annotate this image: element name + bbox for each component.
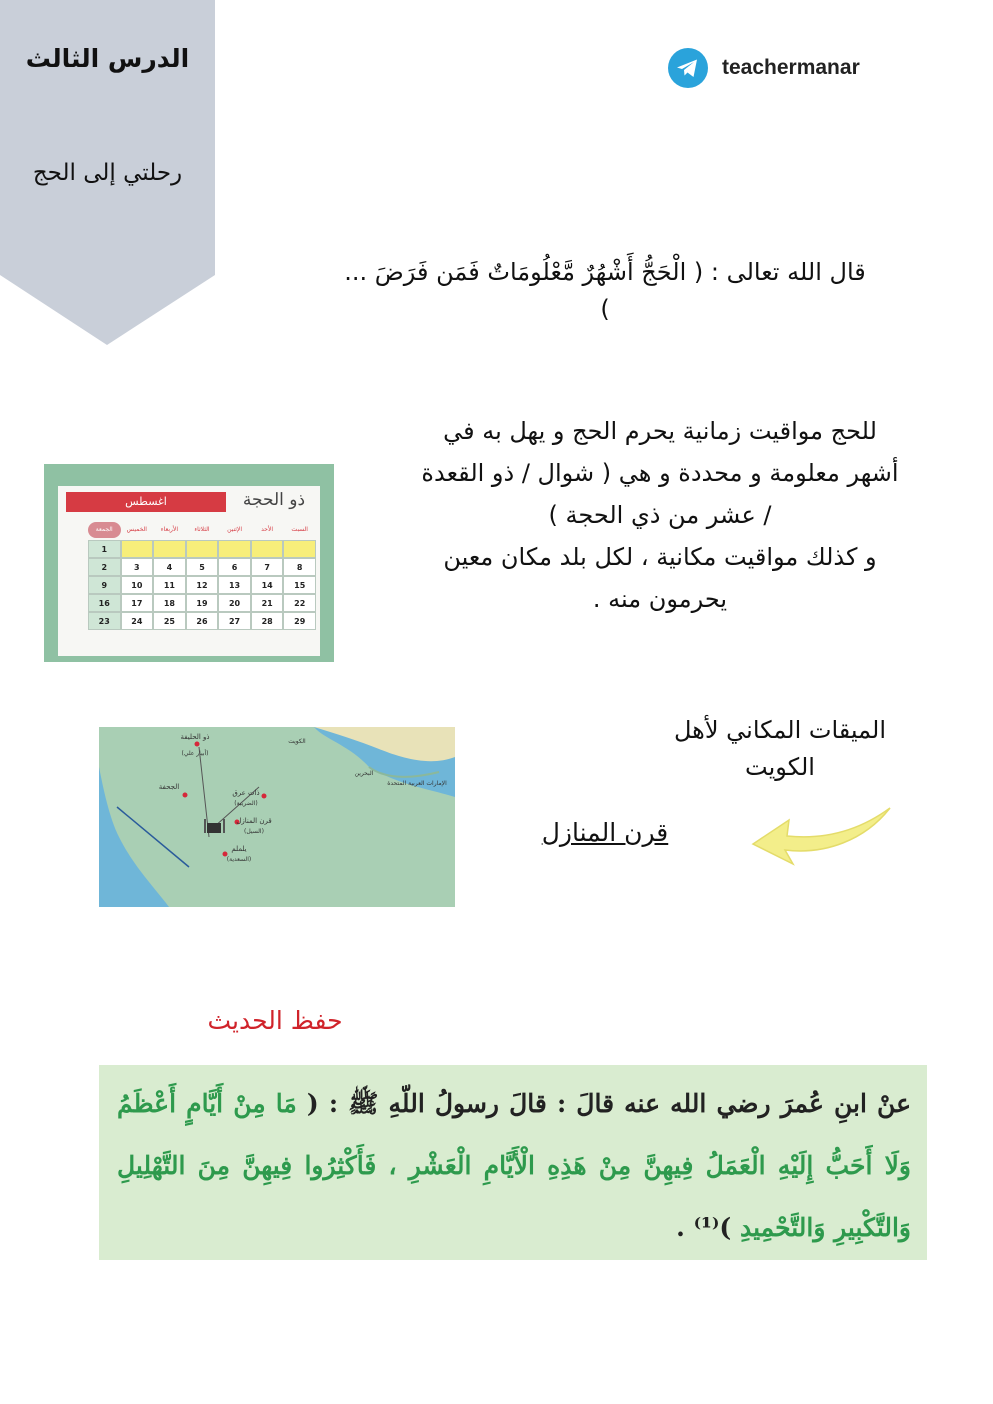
calendar-day-cell: 29 — [283, 612, 316, 630]
map-label: البحرين — [354, 770, 374, 777]
calendar-day-cell: 8 — [283, 558, 316, 576]
time-miqat-paragraph — [360, 410, 960, 620]
calendar-day-header: الجمعة — [88, 522, 121, 538]
calendar-day-cell: 1 — [88, 540, 121, 558]
map-label: الجحفة — [158, 783, 180, 791]
calendar-day-cell: 17 — [121, 594, 154, 612]
map-label: (أبيار علي) — [181, 750, 209, 757]
calendar-day-cell — [153, 540, 186, 558]
calendar-day-cell: 15 — [283, 576, 316, 594]
saudi-miqat-map — [99, 727, 455, 907]
miqat-answer: قرن المنازل — [541, 818, 669, 847]
calendar-day-cell — [121, 540, 154, 558]
calendar-day-cell: 3 — [121, 558, 154, 576]
map-label: (الضريبة) — [234, 800, 258, 807]
calendar-day-cell: 7 — [251, 558, 284, 576]
calendar-day-cell: 20 — [218, 594, 251, 612]
calendar-day-cell: 9 — [88, 576, 121, 594]
calendar-week-row — [88, 594, 316, 612]
calendar-week-row — [88, 576, 316, 594]
hadith-text — [117, 1073, 911, 1259]
map-label: (السيل) — [244, 828, 264, 835]
map-label: (السعدية) — [226, 856, 252, 863]
map-label: قرن المنازل — [236, 817, 272, 825]
calendar-day-header: الأربعاء — [160, 526, 178, 533]
map-label: يلملم — [231, 845, 247, 853]
calendar-day-cell: 12 — [186, 576, 219, 594]
paragraph-line: و كذلك مواقيت مكانية ، لكل بلد مكان معين — [443, 543, 877, 571]
calendar-day-header: السبت — [291, 526, 308, 533]
paragraph-line: يحرمون منه . — [592, 585, 728, 613]
map-label: ذات عرق — [232, 789, 260, 797]
calendar-day-cell: 2 — [88, 558, 121, 576]
hadith-intro: عنْ ابنِ عُمرَ رضي الله عنه قالَ : قالَ رسولُ اللّهِ ﷺ : ( — [306, 1089, 911, 1118]
place-miqat-heading — [630, 712, 930, 786]
calendar-day-header: الإثنين — [227, 526, 243, 533]
gregorian-month: اغسطس — [66, 492, 226, 512]
lesson-label: الدرس الثالث — [25, 44, 190, 73]
map-label: الكويت — [288, 738, 306, 745]
calendar-image — [44, 464, 334, 662]
hadith-closing: )⁽¹⁾ . — [676, 1213, 732, 1242]
map-label: ذو الحليفة — [180, 733, 210, 741]
calendar-day-cell: 5 — [186, 558, 219, 576]
calendar-days-row — [88, 522, 316, 538]
calendar-day-cell — [283, 540, 316, 558]
calendar-day-cell: 18 — [153, 594, 186, 612]
calendar-week-row — [88, 558, 316, 576]
calendar-day-cell — [218, 540, 251, 558]
heading-line: الميقات المكاني لأهل — [673, 716, 887, 744]
lesson-title: رحلتي إلى الحج — [32, 160, 183, 186]
calendar-day-cell — [186, 540, 219, 558]
hijri-month-title: ذو الحجة — [242, 490, 306, 510]
hadith-quote: مَا مِنْ أَيَّامٍ أَعْظَمُ وَلَا أَحَبُّ إِلَيْهِ الْعَمَلُ فِيهِنَّ مِنْ هَذِهِ الْأَيَّامِ الْعَشْرِ ، فَأَكْثِرُوا فِيهِنَّ مِنَ التَّهْلِيلِ وَالتَّكْبِيرِ وَالتَّحْمِيدِ — [117, 1089, 911, 1242]
calendar-day-cell: 22 — [283, 594, 316, 612]
hadith-heading: حفظ الحديث — [207, 1006, 343, 1035]
calendar-day-cell: 16 — [88, 594, 121, 612]
calendar-day-cell: 23 — [88, 612, 121, 630]
map-label: الإمارات العربية المتحدة — [387, 780, 447, 787]
brand-name[interactable]: teachermanar — [722, 56, 860, 79]
paragraph-line: للحج مواقيت زمانية يحرم الحج و يهل به في — [443, 417, 877, 445]
paragraph-line: / عشر من ذي الحجة ) — [548, 501, 772, 529]
calendar-day-cell: 13 — [218, 576, 251, 594]
calendar-day-cell — [251, 540, 284, 558]
calendar-day-cell: 4 — [153, 558, 186, 576]
calendar-day-cell: 26 — [186, 612, 219, 630]
calendar-grid — [88, 540, 316, 630]
calendar-day-cell: 25 — [153, 612, 186, 630]
brand-header[interactable] — [668, 48, 860, 88]
calendar-day-cell: 10 — [121, 576, 154, 594]
calendar-day-cell: 14 — [251, 576, 284, 594]
calendar-day-cell: 11 — [153, 576, 186, 594]
calendar-day-cell: 28 — [251, 612, 284, 630]
pointing-arrow-icon — [745, 800, 895, 885]
telegram-icon — [668, 48, 708, 88]
calendar-day-header: الأحد — [261, 526, 274, 533]
calendar-day-header: الخميس — [126, 526, 147, 533]
quran-verse: قال الله تعالى : ( الْحَجُّ أَشْهُرٌ مَّعْلُومَاتٌ فَمَن فَرَضَ ... ) — [344, 258, 866, 323]
calendar-day-header: الثلاثاء — [194, 526, 210, 533]
paragraph-line: أشهر معلومة و محددة و هي ( شوال / ذو القعدة — [421, 459, 899, 487]
heading-line: الكويت — [745, 753, 815, 781]
calendar-day-cell: 6 — [218, 558, 251, 576]
hadith-box — [99, 1065, 927, 1260]
calendar-day-cell: 21 — [251, 594, 284, 612]
calendar-day-cell: 27 — [218, 612, 251, 630]
calendar-day-cell: 24 — [121, 612, 154, 630]
calendar-week-row — [88, 540, 316, 558]
calendar-day-cell: 19 — [186, 594, 219, 612]
calendar-week-row — [88, 612, 316, 630]
